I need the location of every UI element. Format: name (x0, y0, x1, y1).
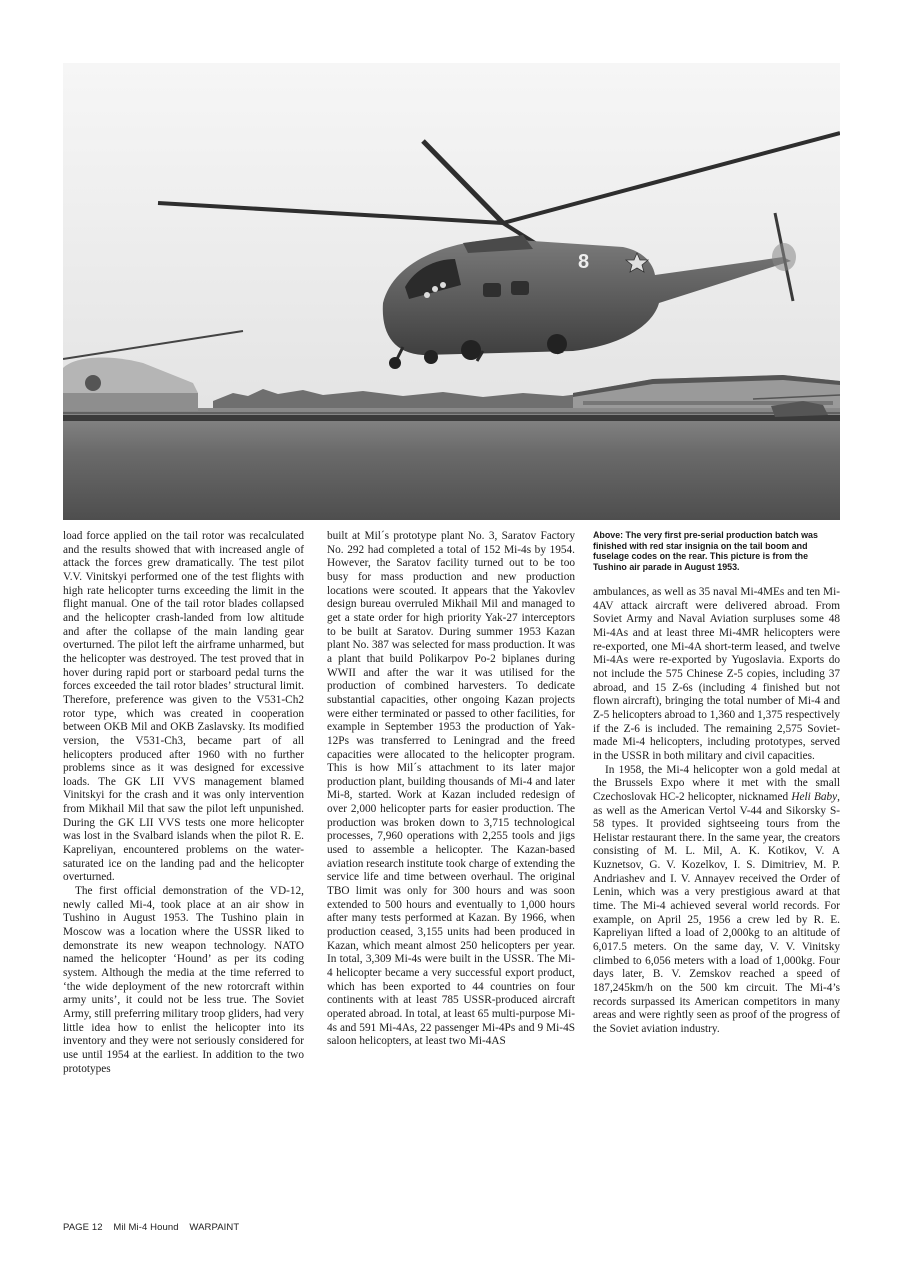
sky (63, 63, 840, 408)
nickname-emphasis: Heli Baby (791, 790, 838, 803)
article-column-1 (63, 530, 304, 1076)
paragraph: The first official demonstration of the VD-12, newly called Mi-4, took place at an air show in Tushino in August 1953. The Tushino plain in Moscow was a location where the USSR liked to demonstrate its new weapon technology. NATO named the helicopter ‘Hound’ as per its coding system. Although the media at the time referred to ‘the wide deployment of the new rotorcraft within army units’, it could not be less true. The Soviet Army, still preferring military troop gliders, had very little idea how to enlist the helicopter into its inventory and they were not seriously considered for use until 1954 at the earliest. In addition to the two prototypes (63, 885, 304, 1075)
page-footer (63, 1222, 247, 1233)
photo-caption: Above: The very first pre-serial production batch was finished with red star insignia on the tail boom and fuselage codes on the rear. This picture is from the Tushino air parade in August 1953. (593, 530, 818, 572)
paragraph: load force applied on the tail rotor was recalculated and the results showed that with increased angle of attack the forces grew dramatically. The test pilot V.V. Vinitskyi performed one of the test flights with high rate helicopter turns exceeding the limit in the flight manual. One of the tail rotor blades collapsed and the helicopter crash-landed from low altitude and after the collapse of the main landing gear overturned. The pilot left the airframe unharmed, but the helicopter was destroyed. The test proved that in hover during rapid port or starboard pedal turns the forces exceeded the tail rotor blades’ structural limit. Therefore, preference was given to the V531-Ch2 rotor type, which was created in cooperation between OKB Mil and OKB Zaslavsky. Its modified version, the V531-Ch3, became part of all helicopters produced after 1960 with no further problems since as it was designed for excessive loads. The GK LII VVS management blamed Vinitskyi for the crash and it was only intervention from Mikhail Mil that saw the pilot left unpunished. During the GK LII VVS tests one more helicopter was lost in the Svalbard islands when the pilot R. E. Kapreliyan, encountered problems on the water-saturated ice on the landing pad and the helicopter overturned. (63, 530, 304, 884)
article-column-2 (327, 530, 575, 1049)
airfield-ground (63, 408, 840, 520)
publication-title: Mil Mi-4 Hound (113, 1222, 179, 1233)
fuselage-code: 8 (578, 251, 590, 273)
helicopter-photo (63, 63, 840, 520)
text-run: In 1958, the Mi-4 helicopter won a gold medal at the Brussels Expo where it met with the small Czechoslovak HC-2 helicopter, nicknamed (593, 763, 840, 803)
page-number: PAGE 12 (63, 1222, 103, 1233)
paragraph (593, 764, 840, 1037)
text-run: , as well as the American Vertol V-44 and Sikorsky S-58 types. It provided sightseeing tours from the Helistar restaurant there. In the same year, the creators consisting of M. L. Mil, A. K. Kotikov, V. A Kuznetsov, G. V. Kozelkov, I. S. Dimitriev, M. P. Andriashev and I. V. Annayev received the Order of Lenin, which was a very prestigious award at that time. The Mi-4 achieved several world records. For example, on April 25, 1956 a crew led by R. E. Kapreliyan lifted a load of 2,000kg to an altitude of 6,017.5 meters. On the same day, V. V. Vinitsky climbed to 6,056 meters with a load of 1,000kg. Four days later, B. V. Zemskov reached a speed of 187,245km/h on the 500 km circuit. The Mi-4’s records surpassed its American competitors in many areas and were rightly seen as proof of the progress of the Soviet aviation industry. (593, 790, 840, 1035)
article-column-3 (593, 586, 840, 1037)
paragraph: built at Mil´s prototype plant No. 3, Saratov Factory No. 292 had completed a total of 152 Mi-4s by 1954. However, the Saratov facility turned out to be too busy for mass production and new production locations were scouted. It appears that the Yakovlev design bureau overruled Mikhail Mil and managed to get a state order for high priority Yak-27 interceptors to be built at Saratov. During summer 1953 Kazan plant No. 387 was selected for mass production. It was a plant that build Polikarpov Po-2 biplanes during WWII and after the war it was utilised for the production of combined harvesters. To dedicate substantial capacities, other ongoing Kazan projects were either terminated or passed to other facilities, for example in September 1953 the production of Yak-12Ps was transferred to Leningrad and the freed capacities were allocated to the helicopter program. This is how Mil´s attachment to its later major production plant, building thousands of Mi-4 and later Mi-8, started. Work at Kazan included redesign of over 2,000 helicopter parts for easier production. The production was broken down to 3,715 technological processes, 7,960 operations with 2,255 tools and jigs used to assemble a helicopter. The Kazan-based aviation research institute took charge of extending the service life and time between overhaul. The original TBO limit was only for 300 hours and was soon extended to 500 hours and eventually to 1,000 hours after many tests performed at Kazan. By 1966, when production ceased, 3,155 units had been produced in Kazan, which meant almost 250 helicopters per year. In total, 3,309 Mi-4s were built in the USSR. The Mi-4 helicopter became a very successful export product, which has been exported to 44 countries on four continents with at least 785 USSR-produced aircraft operated abroad. In total, at least 65 multi-purpose Mi-4s and 591 Mi-4As, 22 passenger Mi-4Ps and 9 Mi-4S saloon helicopters, at least two Mi-4AS (327, 530, 575, 1048)
crowd-line (63, 412, 840, 421)
paragraph: ambulances, as well as 35 naval Mi-4MEs and ten Mi-4AV attack aircraft were delivered abroad. From Soviet Army and Naval Aviation surpluses some 48 Mi-4As and at least three Mi-4MR helicopters were re-exported, one Mi-4A short-term leased, and twelve Mi-4As were re-exported by Yugoslavia. Exports do not include the 575 Chinese Z-5 copies, including 37 abroad, and 15 Z-6s (including 4 finished but not flown aircraft), bringing the total number of Mi-4 and Z-5 helicopters abroad to 1,360 and 1,375 respectively if the Z-6 is included. The remaining 2,575 Soviet-made Mi-4 helicopters, including prototypes, served in the USSR in both military and civil capacities. (593, 586, 840, 762)
series-name: WARPAINT (189, 1222, 240, 1233)
